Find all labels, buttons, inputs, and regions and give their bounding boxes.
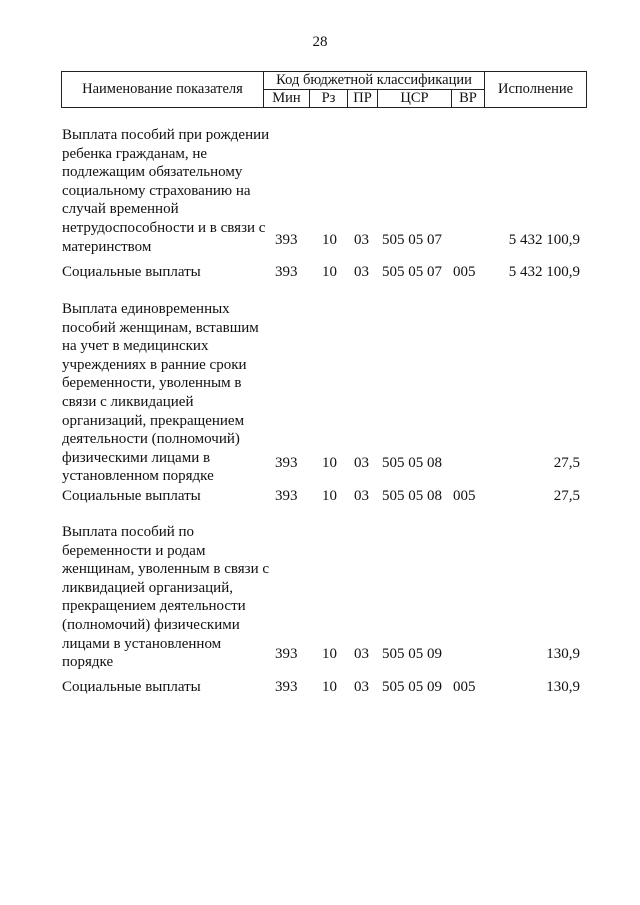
row-pr: 03 (354, 488, 369, 504)
row-name: Выплата пособий при рождении ребенка гражданам, не подлежащим обязательному социальному страхованию на случай временной нетрудоспособности и в связи с материнством (62, 127, 270, 255)
row-name: Социальные выплаты (62, 488, 201, 504)
row-rz: 10 (322, 232, 337, 248)
header-code-group: Код бюджетной классификации (264, 72, 485, 90)
row-min: 393 (275, 455, 298, 471)
row-name: Социальные выплаты (62, 264, 201, 280)
row-min: 393 (275, 264, 298, 280)
row-rz: 10 (322, 679, 337, 695)
table-header (61, 71, 587, 108)
row-csr: 505 05 07 (382, 264, 442, 280)
row-amount: 5 432 100,9 (508, 264, 580, 280)
row-pr: 03 (354, 232, 369, 248)
row-amount: 27,5 (553, 455, 580, 471)
header-rz: Рз (310, 90, 348, 108)
row-amount: 5 432 100,9 (508, 232, 580, 248)
row-pr: 03 (354, 455, 369, 471)
row-rz: 10 (322, 264, 337, 280)
row-name: Социальные выплаты (62, 679, 201, 695)
header-vr: ВР (452, 90, 485, 108)
row-rz: 10 (322, 488, 337, 504)
row-rz: 10 (322, 646, 337, 662)
row-csr: 505 05 07 (382, 232, 442, 248)
row-min: 393 (275, 646, 298, 662)
row-csr: 505 05 08 (382, 488, 442, 504)
row-amount: 27,5 (553, 488, 580, 504)
header-csr: ЦСР (378, 90, 452, 108)
row-amount: 130,9 (546, 646, 580, 662)
row-csr: 505 05 08 (382, 455, 442, 471)
header-min: Мин (264, 90, 310, 108)
row-pr: 03 (354, 679, 369, 695)
header-execution-column: Исполнение (485, 72, 587, 108)
row-vr: 005 (453, 679, 476, 695)
row-vr: 005 (453, 264, 476, 280)
header-pr: ПР (348, 90, 378, 108)
row-amount: 130,9 (546, 679, 580, 695)
row-pr: 03 (354, 264, 369, 280)
row-csr: 505 05 09 (382, 646, 442, 662)
row-rz: 10 (322, 455, 337, 471)
header-name-column: Наименование показателя (62, 72, 264, 108)
row-min: 393 (275, 488, 298, 504)
row-name: Выплата пособий по беременности и родам женщинам, уволенным в связи с ликвидацией организаций, прекращением деятельности (полномочий) физическими лицами в установленном порядке (62, 524, 270, 671)
row-vr: 005 (453, 488, 476, 504)
row-min: 393 (275, 679, 298, 695)
row-min: 393 (275, 232, 298, 248)
row-pr: 03 (354, 646, 369, 662)
page-number: 28 (312, 34, 328, 50)
row-csr: 505 05 09 (382, 679, 442, 695)
row-name: Выплата единовременных пособий женщинам, вставшим на учет в медицинских учреждениях в ранние сроки беременности, уволенным в связи с ликвидацией организаций, прекращением деятельности (полномочий) физическими лицами в установленном порядке (62, 301, 259, 485)
